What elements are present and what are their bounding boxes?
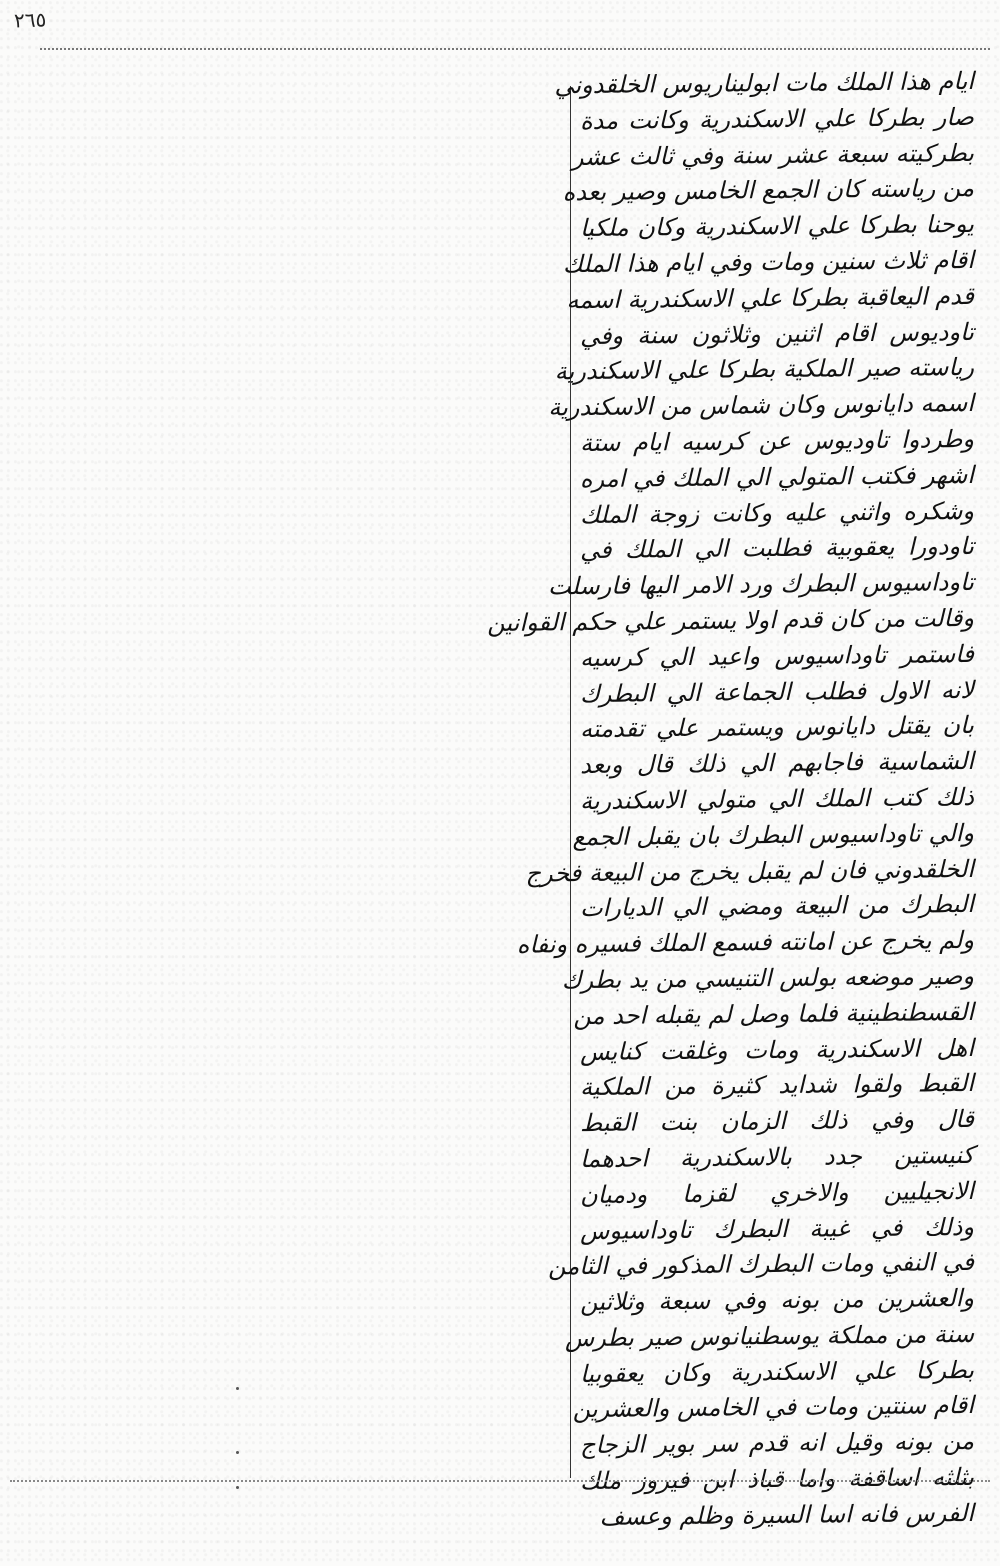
text-line: اشهر فكتب المتولي الي الملك في امره bbox=[579, 460, 975, 493]
top-dotted-rule bbox=[40, 48, 990, 50]
text-line: لانه الاول فطلب الجماعة الي البطرك bbox=[579, 675, 975, 708]
text-line: اقام سنتين ومات في الخامس والعشرين bbox=[572, 1391, 975, 1424]
text-line: الخلقدوني فان لم يقبل يخرج من البيعة فخرج bbox=[525, 854, 975, 888]
margin-mark bbox=[236, 1387, 239, 1390]
text-line: سنة من مملكة يوسطنيانوس صير بطرس bbox=[564, 1319, 975, 1353]
text-line: كنيستين جدد بالاسكندرية احدهما bbox=[579, 1140, 975, 1173]
text-line: الفرس فانه اسا السيرة وظلم وعسف bbox=[599, 1498, 975, 1531]
text-line: بان يقتل دايانوس ويستمر علي تقدمته bbox=[579, 711, 975, 744]
text-line: وشكره واثني عليه وكانت زوجة الملك bbox=[579, 496, 975, 529]
text-line: رياسته صير الملكية بطركا علي الاسكندرية bbox=[554, 353, 975, 386]
text-line: القسطنطينية فلما وصل لم يقبله احد من bbox=[573, 997, 975, 1030]
text-line: يوحنا بطركا علي الاسكندرية وكان ملكيا bbox=[579, 210, 975, 243]
text-line: تاودورا يعقوبية فطلبت الي الملك في bbox=[579, 532, 975, 565]
text-line: فاستمر تاوداسيوس واعيد الي كرسيه bbox=[579, 639, 975, 672]
text-line: بطركيته سبعة عشر سنة وفي ثالث عشر bbox=[571, 138, 975, 171]
text-line: القبط ولقوا شدايد كثيرة من الملكية bbox=[579, 1069, 975, 1102]
text-line: وقالت من كان قدم اولا يستمر علي حكم القوانين bbox=[487, 603, 975, 637]
text-column bbox=[487, 66, 980, 1531]
text-line: والي تاوداسيوس البطرك بان يقبل الجمع bbox=[572, 818, 975, 851]
text-line: من بونه وقيل انه قدم سر بوير الزجاج bbox=[579, 1427, 975, 1460]
text-line: قدم اليعاقبة بطركا علي الاسكندرية اسمه bbox=[566, 281, 975, 314]
text-line: الانجيليين والاخري لقزما ودميان bbox=[579, 1176, 975, 1209]
margin-mark bbox=[236, 1451, 239, 1454]
text-line: وصير موضعه بولس التنيسي من يد بطرك bbox=[561, 961, 975, 995]
text-line: والعشرين من بونه وفي سبعة وثلاثين bbox=[579, 1284, 975, 1317]
text-line: اقام ثلاث سنين ومات وفي ايام هذا الملك bbox=[562, 245, 975, 279]
text-line: وذلك في غيبة البطرك تاوداسيوس bbox=[579, 1212, 975, 1245]
text-line: وطردوا تاوديوس عن كرسيه ايام ستة bbox=[579, 424, 975, 458]
margin-mark bbox=[236, 1486, 239, 1489]
text-line: في النفي ومات البطرك المذكور في الثامن bbox=[547, 1248, 975, 1281]
text-line: تاوداسيوس البطرك ورد الامر اليها فارسلت bbox=[547, 568, 975, 601]
text-line: البطرك من البيعة ومضي الي الديارات bbox=[579, 890, 975, 923]
text-line: بطركا علي الاسكندرية وكان يعقوبيا bbox=[579, 1355, 975, 1388]
text-line: قال وفي ذلك الزمان بنت القبط bbox=[579, 1105, 975, 1138]
text-line: ايام هذا الملك مات ابوليناريوس الخلقدوني bbox=[554, 66, 975, 100]
text-line: الشماسية فاجابهم الي ذلك قال وبعد bbox=[579, 747, 975, 780]
text-line: اهل الاسكندرية ومات وغلقت كنايس bbox=[579, 1033, 975, 1066]
page-number: ٢٦٥ bbox=[13, 7, 47, 33]
text-line: ولم يخرج عن امانته فسمع الملك فسيره ونفاه bbox=[516, 926, 975, 959]
text-line: صار بطركا علي الاسكندرية وكانت مدة bbox=[579, 102, 975, 135]
text-line: بثلثه اساقفة واما قباذ ابن فيروز ملك bbox=[579, 1463, 975, 1496]
text-line: ذلك كتب الملك الي متولي الاسكندرية bbox=[579, 782, 975, 815]
text-line: تاوديوس اقام اثنين وثلاثون سنة وفي bbox=[579, 317, 975, 350]
text-line: من رياسته كان الجمع الخامس وصير بعده bbox=[562, 174, 975, 207]
text-lines bbox=[487, 66, 980, 1534]
bottom-dotted-rule bbox=[10, 1480, 990, 1482]
text-line: اسمه دايانوس وكان شماس من الاسكندرية bbox=[548, 389, 975, 422]
